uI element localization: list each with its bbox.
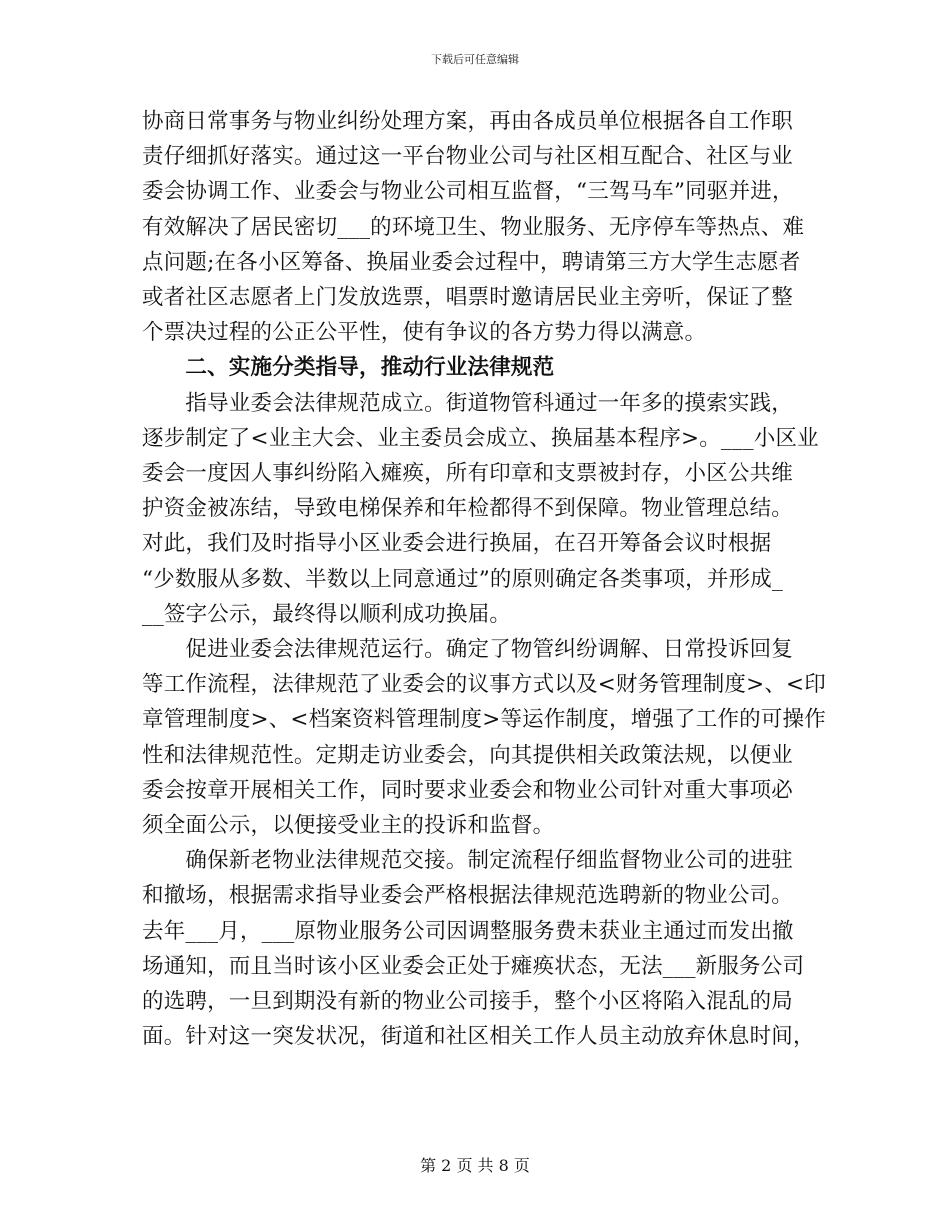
body-line: 场通知，而且当时该小区业委会正处于瘫痪状态，无法___新服务公司 [142, 953, 805, 979]
body-line: 确保新老物业法律规范交接。制定流程仔细监督物业公司的进驻 [142, 848, 794, 874]
body-line: 等工作流程，法律规范了业委会的议事方式以及<财务管理制度>、<印 [142, 672, 826, 698]
body-line: 有效解决了居民密切___的环境卫生、物业服务、无序停车等热点、难 [142, 214, 805, 240]
body-line: 去年___月，___原物业服务公司因调整服务费未获业主通过而发出撤 [142, 918, 794, 944]
body-line: 委会一度因人事纠纷陷入瘫痪，所有印章和支票被封存，小区公共维 [142, 461, 794, 487]
body-line: 护资金被冻结，导致电梯保养和年检都得不到保障。物业管理总结。 [142, 496, 794, 522]
body-line: 促进业委会法律规范运行。确定了物管纠纷调解、日常投诉回复 [142, 637, 794, 663]
body-line: 委会按章开展相关工作，同时要求业委会和物业公司针对重大事项必 [142, 777, 794, 803]
body-line: 章管理制度>、<档案资料管理制度>等运作制度，增强了工作的可操作 [142, 707, 826, 733]
body-line: 协商日常事务与物业纠纷处理方案，再由各成员单位根据各自工作职 [142, 109, 794, 134]
body-line: 个票决过程的公正公平性，使有争议的各方势力得以满意。 [142, 320, 707, 346]
body-line: 和撤场，根据需求指导业委会严格根据法律规范选聘新的物业公司。 [142, 883, 794, 909]
body-line: 或者社区志愿者上门发放选票，唱票时邀请居民业主旁听，保证了整 [142, 285, 794, 311]
body-line: 对此，我们及时指导小区业委会进行换届，在召开筹备会议时根据 [142, 531, 772, 557]
page-number: 第 2 页 共 8 页 [420, 1156, 530, 1175]
body-line: 委会协调工作、业委会与物业公司相互监督，“三驾马车”同驱并进， [142, 179, 794, 205]
body-line: 逐步制定了<业主大会、业主委员会成立、换届基本程序>。___小区业 [142, 425, 819, 451]
body-line: 的选聘，一旦到期没有新的物业公司接手，整个小区将陷入混乱的局 [142, 989, 794, 1015]
section-heading: 二、实施分类指导，推动行业法律规范 [142, 355, 555, 381]
page-header-note: 下载后可任意编辑 [431, 53, 519, 66]
body-line: 指导业委会法律规范成立。街道物管科通过一年多的摸索实践， [142, 390, 794, 416]
body-line: 须全面公示，以便接受业主的投诉和监督。 [142, 813, 555, 839]
body-line: 性和法律规范性。定期走访业委会，向其提供相关政策法规，以便业 [142, 742, 794, 768]
document-body [142, 104, 826, 1054]
body-line: 责仔细抓好落实。通过这一平台物业公司与社区相互配合、社区与业 [142, 144, 794, 170]
body-line: __签字公示，最终得以顺利成功换届。 [142, 601, 512, 627]
body-line: 点问题;在各小区筹备、换届业委会过程中，聘请第三方大学生志愿者 [142, 249, 801, 275]
body-line: 面。针对这一突发状况，街道和社区相关工作人员主动放弃休息时间， [142, 1024, 815, 1050]
body-line: “少数服从多数、半数以上同意通过”的原则确定各类事项，并形成_ [142, 566, 783, 592]
